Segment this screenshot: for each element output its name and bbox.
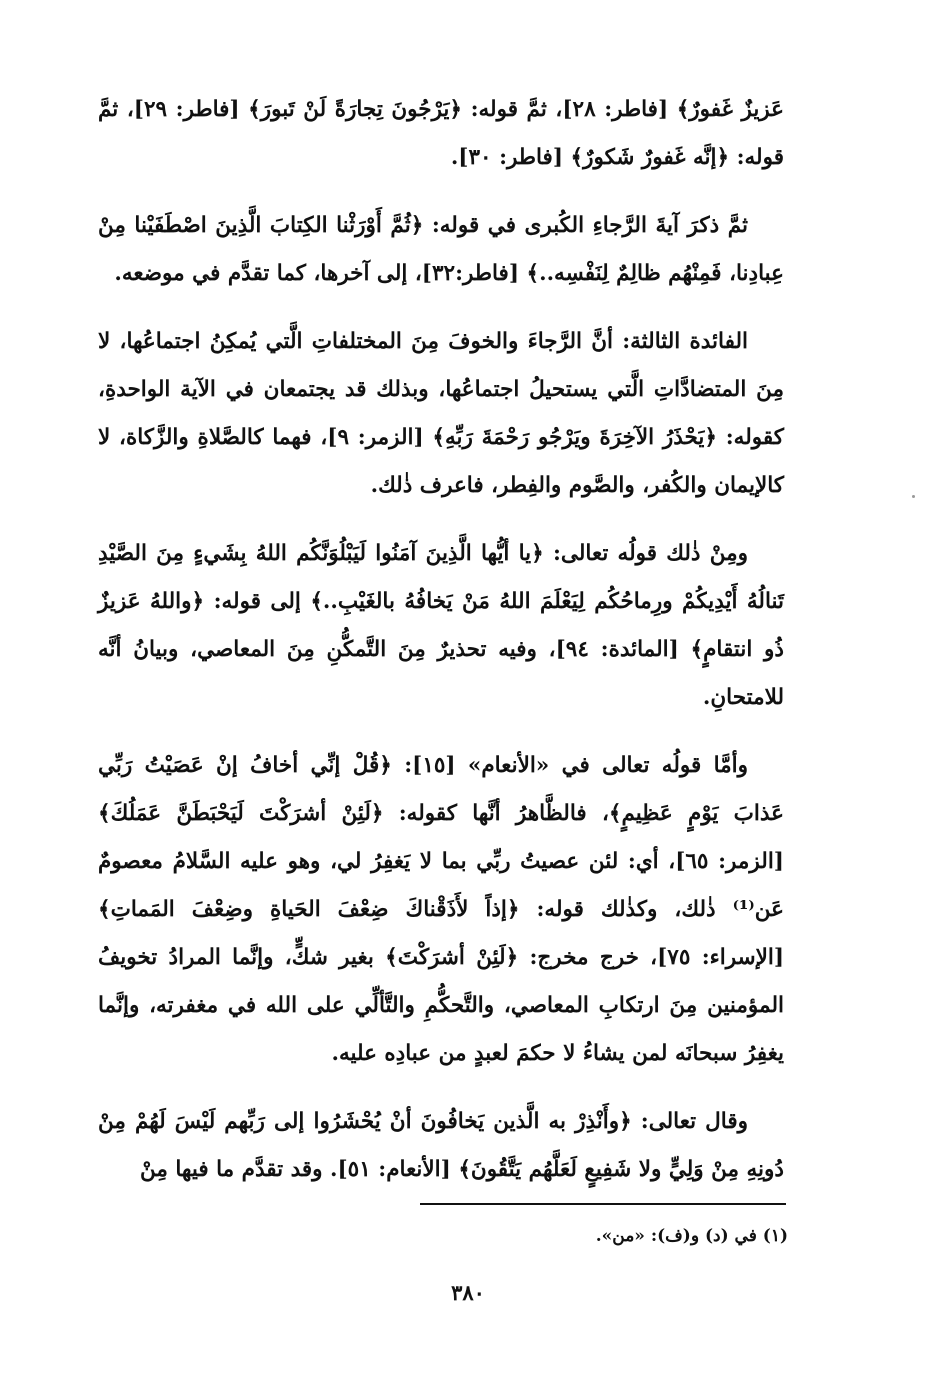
main-text [98,86,784,1214]
footnote-divider [420,1203,786,1205]
paragraph-2: ثمَّ ذكرَ آيةَ الرَّجاءِ الكُبرى في قوله: ﴿ثُمَّ أَوْرَثْنا الكِتابَ الَّذِينَ اصْطَفَيْنا مِنْ عِبادِنا، فَمِنْهُم ظالِمٌ لِنَفْسِه..﴾ [فاطر:٣٢]، إلى آخرها، كما تقدَّم في موضعه. [98,213,784,286]
page-number: ٣٨٠ [451,1280,485,1305]
scan-speck [912,495,915,498]
paragraph-1: عَزيزٌ غَفورٌ﴾ [فاطر: ٢٨]، ثمَّ قوله: ﴿يَرْجُونَ تِجارَةً لَنْ تَبورَ﴾ [فاطر: ٢٩]، ثمَّ قوله: ﴿إنَّه غَفورٌ شَكورٌ﴾ [فاطر: ٣٠]. [98,97,785,170]
footnote: (١) في (د) و(ف): «من». [595,1226,788,1246]
paragraph-3: الفائدة الثالثة: أنَّ الرَّجاءَ والخوفَ مِنَ المختلفاتِ الَّتي يُمكِنُ اجتماعُها، لا مِنَ المتضادَّاتِ الَّتي يستحيلُ اجتماعُها، وبذلك قد يجتمعان في الآية الواحدةِ، كقوله: ﴿يَحْذَرُ الآخِرَةَ ويَرْجُو رَحْمَةَ رَبِّهِ﴾ [الزمر: ٩]، فهما كالصَّلاةِ والزَّكاة، لا كالإيمان والكُفر، والصَّوم والفِطر، فاعرف ذٰلك. [98,329,784,498]
paragraph-4: ومِنْ ذٰلك قولُه تعالى: ﴿يا أيُّها الَّذِينَ آمَنُوا لَيَبْلُوَنَّكُم اللهُ بِشَيءٍ مِنَ الصَّيْدِ تَنالُهُ أَيْدِيكُمْ ورِماحُكُم لِيَعْلَمَ اللهُ مَنْ يَخافُهُ بالغَيْبِ..﴾ إلى قوله: ﴿واللهُ عَزيزٌ ذُو انتقامٍ﴾ [المائدة: ٩٤]، وفيه تحذيرٌ مِنَ التَّمكُّنِ مِنَ المعاصي، وبيانُ أنَّه للامتحانِ. [98,541,785,710]
paragraph-6: وقال تعالى: ﴿وأَنْذِرْ به الَّذين يَخافُونَ أنْ يُحْشَرُوا إلى رَبِّهم لَيْسَ لَهُمْ مِنْ دُونِهِ مِنْ وَلِيٍّ ولا شَفِيعٍ لَعَلَّهُم يَتَّقُونَ﴾ [الأنعام: ٥١]. وقد تقدَّم ما فيها مِنْ [98,1109,784,1182]
paragraph-5: وأمَّا قولُه تعالى في «الأنعام» [١٥]: ﴿قُلْ إنِّي أخافُ إنْ عَصَيْتُ رَبِّي عَذابَ يَوْمٍ عَظِيمٍ﴾، فالظَّاهرُ أنَّها كقوله: ﴿لَئِنْ أشرَكْتَ لَيَحْبَطَنَّ عَمَلُكَ﴾ [الزمر: ٦٥]، أي: لئن عصيتُ ربِّي بما لا يَغفِرُ لي، وهو عليه السَّلامُ معصومٌ عَن⁽¹⁾ ذٰلك، وكذٰلك قوله: ﴿إذاً لأَذَقْناكَ ضِعْفَ الحَياةِ وضِعْفَ المَماتِ﴾ [الإسراء: ٧٥]، خرج مخرج: ﴿لَئِنْ أشرَكْتَ﴾ بغير شكٍّ، وإنَّما المرادُ تخويفُ المؤمنين مِنَ ارتكابِ المعاصي، والتَّحكُّمِ والتَّألِّي على الله في مغفرته، وإنَّما يغفِرُ سبحانَه لمن يشاءُ لا حكمَ لعبدٍ من عبادِه عليه. [98,753,784,1066]
